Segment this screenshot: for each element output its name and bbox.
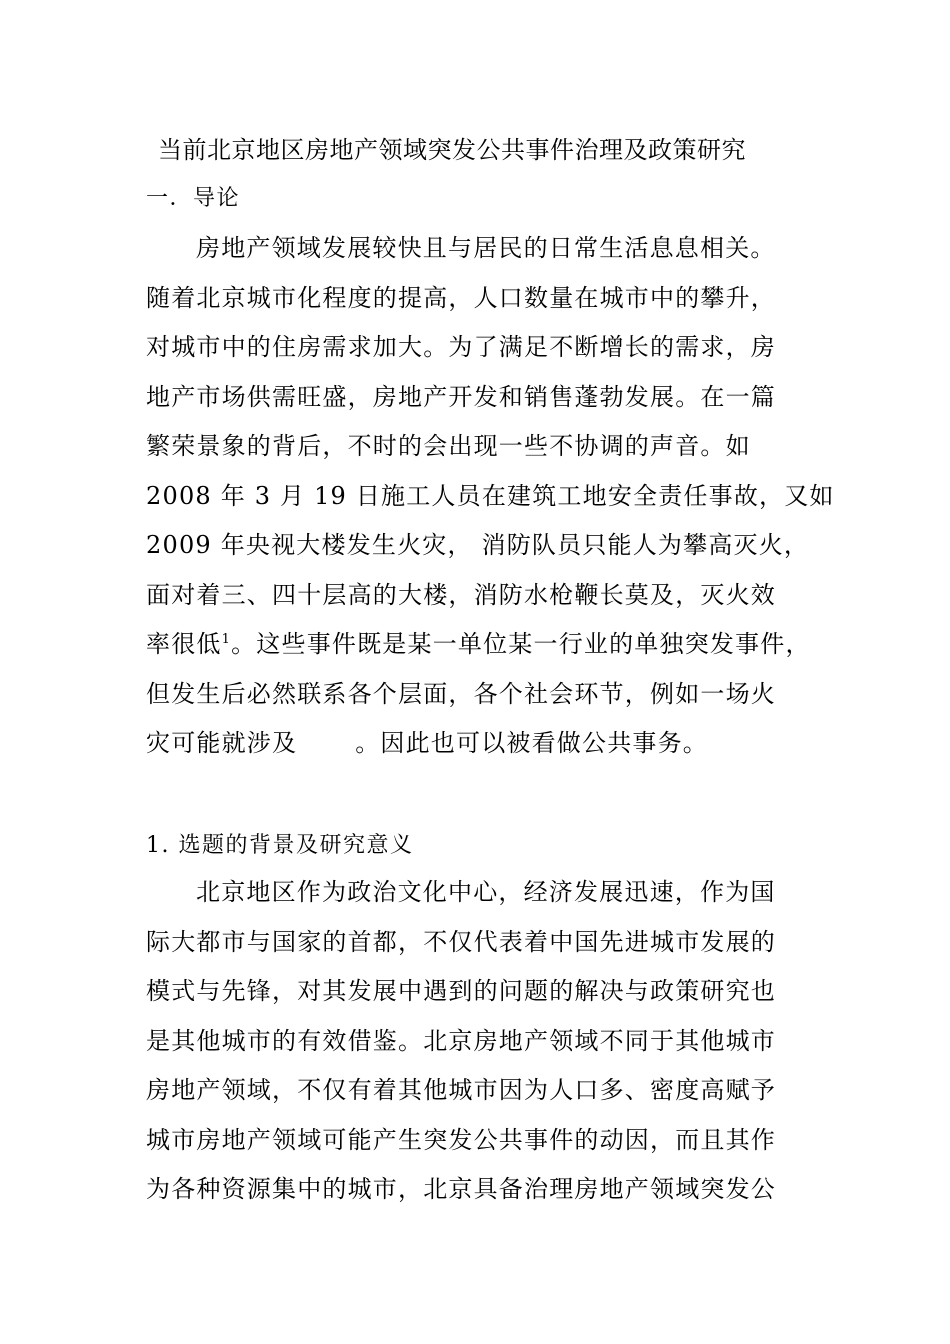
line-text: 。这些事件既是某一单位某一行业的单独突发事件， xyxy=(231,630,811,658)
paragraph-line: 际大都市与国家的首都，不仅代表着中国先进城市发展的 xyxy=(146,927,776,956)
paragraph-line: 城市房地产领域可能产生突发公共事件的动因，而且其作 xyxy=(146,1125,776,1154)
paragraph-line: 面对着三、四十层高的大楼，消防水枪鞭长莫及，灭火效 xyxy=(146,580,776,609)
paragraph-line xyxy=(146,719,826,769)
paragraph-line: 2008 年 3 月 19 日施工人员在建筑工地安全责任事故，又如 xyxy=(146,481,835,510)
paragraph-line: 为各种资源集中的城市，北京具备治理房地产领域突发公 xyxy=(146,1175,776,1203)
paragraph-background xyxy=(146,868,826,1215)
paragraph-line: 地产市场供需旺盛，房地产开发和销售蓬勃发展。在一篇 xyxy=(146,382,776,411)
document-title: 当前北京地区房地产领域突发公共事件治理及政策研究 xyxy=(158,136,746,164)
paragraph-line: 但发生后必然联系各个层面，各个社会环节，例如一场火 xyxy=(146,679,776,708)
paragraph-line: 是其他城市的有效借鉴。北京房地产领域不同于其他城市 xyxy=(146,1026,776,1055)
section-heading-introduction: 一．导论 xyxy=(146,186,241,211)
paragraph-line: 对城市中的住房需求加大。为了满足不断增长的需求，房 xyxy=(146,333,776,361)
paragraph-line: 房地产领域发展较快且与居民的日常生活息息相关。 xyxy=(196,234,776,262)
section-heading-background: 1. 选题的背景及研究意义 xyxy=(146,833,414,858)
paragraph-line: 北京地区作为政治文化中心，经济发展迅速，作为国 xyxy=(196,878,776,906)
paragraph-line xyxy=(146,620,826,670)
paragraph-line: 繁荣景象的背后，不时的会出现一些不协调的声音。如 xyxy=(146,432,751,460)
footnote-marker[interactable]: 1 xyxy=(221,632,232,647)
line-text: 率很低 xyxy=(146,630,222,658)
paragraph-line: 随着北京城市化程度的提高，人口数量在城市中的攀升， xyxy=(146,283,776,312)
paragraph-introduction xyxy=(146,224,835,769)
line-text: 。因此也可以被看做公共事务。 xyxy=(355,729,709,757)
paragraph-line: 2009 年央视大楼发生火灾， 消防队员只能人为攀高灭火， xyxy=(146,531,810,559)
paragraph-line: 模式与先锋，对其发展中遇到的问题的解决与政策研究也 xyxy=(146,977,776,1005)
line-text: 灾可能就涉及 xyxy=(146,729,298,757)
paragraph-line: 房地产领域，不仅有着其他城市因为人口多、密度高赋予 xyxy=(146,1076,776,1104)
